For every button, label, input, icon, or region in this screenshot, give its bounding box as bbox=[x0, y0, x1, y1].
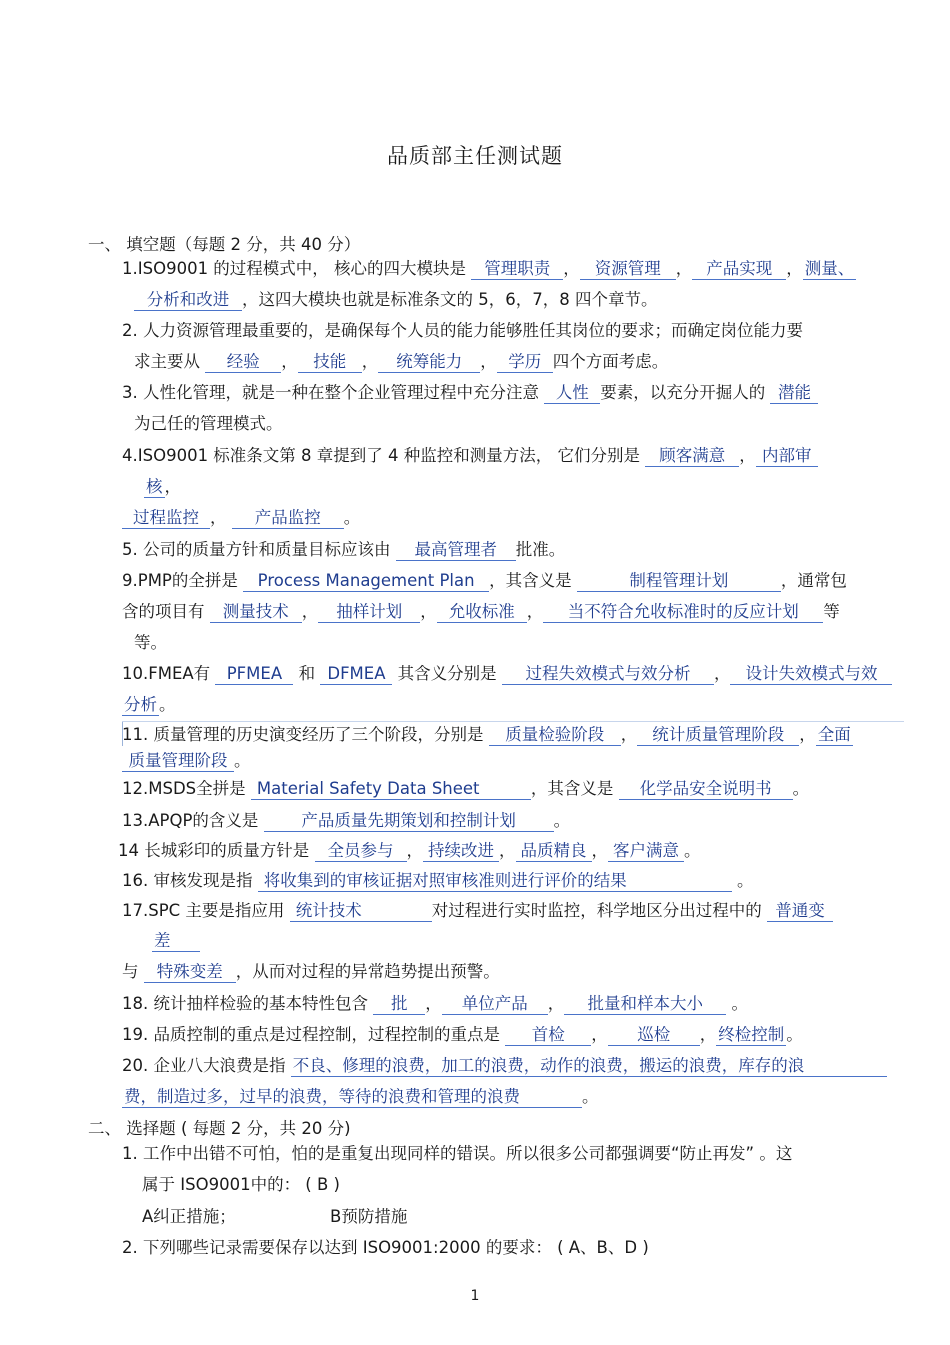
answer-blank: 设计失效模式与效 bbox=[730, 664, 892, 685]
question-14: 14 长城彩印的质量方针是 全员参与 ， 持续改进 ， 品质精良 ， 客户满意 。 bbox=[118, 841, 701, 860]
answer-blank: 化学品安全说明书 bbox=[619, 779, 793, 800]
answer-blank: 统筹能力 bbox=[378, 352, 480, 373]
choice-1-line-2: 属于 ISO9001中的： ( B ) bbox=[142, 1175, 340, 1194]
question-4-line-2: 核 ， bbox=[146, 477, 181, 496]
question-9-line-1: 9.PMP的全拼是 Process Management Plan ，其含义是 制程管理计划 ，通常包 bbox=[122, 571, 847, 590]
answer-blank: 客户满意 bbox=[608, 841, 684, 862]
answer-blank: 不良、修理的浪费，加工的浪费，动作的浪费，搬运的浪费，库存的浪 bbox=[291, 1056, 887, 1077]
answer-blank: PFMEA bbox=[215, 664, 293, 685]
question-5: 5. 公司的质量方针和质量目标应该由 最高管理者 批准。 bbox=[122, 540, 566, 559]
question-11-line-1: 11. 质量管理的历史演变经历了三个阶段，分别是 质量检验阶段 ， 统计质量管理阶段 ， 全面 bbox=[122, 725, 851, 744]
answer-blank: 允收标准 bbox=[437, 602, 527, 623]
answer-blank: Material Safety Data Sheet bbox=[251, 779, 531, 800]
answer-blank: 技能 bbox=[298, 352, 362, 373]
answer-blank: 普通变 bbox=[767, 901, 833, 922]
answer-blank: 首检 bbox=[505, 1025, 591, 1046]
answer-blank: 学历 bbox=[497, 352, 553, 373]
answer-blank: 产品实现 bbox=[692, 259, 786, 280]
question-1-line-2: 分析和改进 ，这四大模块也就是标准条文的 5，6，7，8 四个章节。 bbox=[134, 289, 657, 313]
question-17-line-3: 与 特殊变差 ，从而对过程的异常趋势提出预警。 bbox=[122, 962, 500, 981]
choice-2-line-1: 2. 下列哪些记录需要保存以达到 ISO9001:2000 的要求： ( A、B、D ) bbox=[122, 1238, 649, 1257]
answer-blank: 制程管理计划 bbox=[577, 571, 781, 592]
question-17-line-2 bbox=[152, 930, 200, 954]
answer-blank: Process Management Plan bbox=[243, 571, 489, 592]
answer-blank: 质量检验阶段 bbox=[489, 725, 621, 746]
answer-blank: 分析 bbox=[124, 695, 157, 714]
answer-blank: DFMEA bbox=[320, 664, 392, 685]
answer-blank: 费，制造过多，过早的浪费，等待的浪费和管理的浪费 bbox=[122, 1087, 582, 1108]
divider-line bbox=[122, 721, 904, 722]
answer-blank: 人性 bbox=[544, 383, 600, 404]
question-11-line-2: 质量管理阶段 。 bbox=[122, 750, 251, 774]
answer-blank: 内部审 bbox=[756, 446, 818, 467]
answer-blank: 管理职责 bbox=[471, 259, 563, 280]
question-2-line-2: 求主要从 经验 ， 技能 ， 统筹能力 ， 学历 四个方面考虑。 bbox=[134, 352, 669, 371]
answer-blank: 终检控制 bbox=[718, 1025, 785, 1044]
answer-blank: 潜能 bbox=[770, 383, 818, 404]
answer-blank: 经验 bbox=[205, 352, 281, 373]
answer-blank: 产品监控 bbox=[232, 508, 344, 529]
question-10-line-2: 分析 。 bbox=[124, 695, 176, 714]
question-4-line-3: 过程监控 ， 产品监控 。 bbox=[122, 507, 360, 531]
section-choice-heading: 二、 选择题 ( 每题 2 分，共 20 分) bbox=[88, 1119, 351, 1138]
answer-blank: 顾客满意 bbox=[645, 446, 739, 467]
answer-blank: 最高管理者 bbox=[396, 540, 516, 561]
question-2-line-1: 2. 人力资源管理最重要的，是确保每个人员的能力能够胜任其岗位的要求；而确定岗位能力要 bbox=[122, 321, 803, 340]
question-17-line-1: 17.SPC 主要是指应用 统计技术 对过程进行实时监控，科学地区分出过程中的 普通变 bbox=[122, 900, 833, 924]
choice-1-option-b: B预防措施 bbox=[330, 1207, 408, 1226]
answer-blank: 统计技术 bbox=[290, 901, 432, 922]
answer-blank: 统计质量管理阶段 bbox=[637, 725, 799, 746]
question-12: 12.MSDS全拼是 Material Safety Data Sheet ，其含义是 化学品安全说明书 。 bbox=[122, 779, 810, 798]
answer-blank: 特殊变差 bbox=[144, 962, 236, 983]
answer-blank: 将收集到的审核证据对照审核准则进行评价的结果 bbox=[258, 871, 732, 892]
answer-blank: 巡检 bbox=[608, 1025, 700, 1046]
answer-blank: 品质精良 bbox=[516, 841, 592, 862]
answer-blank: 单位产品 bbox=[442, 994, 548, 1015]
question-16: 16. 审核发现是指 将收集到的审核证据对照审核准则进行评价的结果 。 bbox=[122, 871, 754, 890]
answer-blank: 资源管理 bbox=[580, 259, 676, 280]
answer-blank: 全员参与 bbox=[315, 841, 407, 862]
question-20-line-2: 费，制造过多，过早的浪费，等待的浪费和管理的浪费 。 bbox=[124, 1087, 599, 1106]
answer-blank: 过程失效模式与效分析 bbox=[502, 664, 714, 685]
answer-blank: 持续改进 bbox=[423, 841, 499, 862]
page-number: 1 bbox=[470, 1288, 480, 1304]
answer-blank: 质量管理阶段 bbox=[122, 751, 234, 772]
question-20-line-1: 20. 企业八大浪费是指 不良、修理的浪费，加工的浪费，动作的浪费，搬运的浪费，库存的浪 bbox=[122, 1055, 887, 1079]
answer-blank: 批 bbox=[373, 994, 425, 1015]
answer-blank: 差 bbox=[152, 931, 200, 952]
answer-blank: 当不符合允收标准时的反应计划 bbox=[543, 602, 823, 623]
answer-blank: 测量、 bbox=[804, 259, 855, 278]
question-1-line-1: 1.ISO9001 的过程模式中， 核心的四大模块是 管理职责 ， 资源管理 ， 产品实现 ， 测量、 bbox=[122, 259, 855, 278]
question-3-line-2: 为己任的管理模式。 bbox=[134, 414, 283, 433]
answer-blank: 核 bbox=[146, 477, 163, 496]
answer-blank: 分析和改进 bbox=[134, 290, 242, 311]
page-title: 品质部主任测试题 bbox=[387, 144, 563, 168]
question-3-line-1: 3. 人性化管理，就是一种在整个企业管理过程中充分注意 人性 要素，以充分开掘人的 潜能 bbox=[122, 382, 818, 406]
answer-blank: 过程监控 bbox=[122, 508, 210, 529]
question-10-line-1: 10.FMEA有 PFMEA 和 DFMEA 其含义分别是 过程失效模式与效分析 ， 设计失效模式与效 bbox=[122, 663, 892, 687]
question-18: 18. 统计抽样检验的基本特性包含 批 ， 单位产品 ， 批量和样本大小 。 bbox=[122, 994, 748, 1013]
answer-blank: 全面 bbox=[817, 725, 851, 744]
answer-blank: 测量技术 bbox=[210, 602, 302, 623]
choice-1-option-a: A纠正措施； bbox=[142, 1207, 236, 1226]
question-4-line-1: 4.ISO9001 标准条文第 8 章提到了 4 种监控和测量方法， 它们分别是 顾客满意 ， 内部审 bbox=[122, 445, 818, 469]
question-13: 13.APQP的含义是 产品质量先期策划和控制计划 。 bbox=[122, 811, 571, 830]
choice-1-line-1: 1. 工作中出错不可怕，怕的是重复出现同样的错误。所以很多公司都强调要“防止再发” 。这 bbox=[122, 1144, 793, 1163]
answer-blank: 抽样计划 bbox=[318, 602, 420, 623]
answer-blank: 产品质量先期策划和控制计划 bbox=[264, 811, 554, 832]
question-9-line-2: 含的项目有 测量技术 ， 抽样计划 ， 允收标准 ， 当不符合允收标准时的反应计划 等 bbox=[122, 602, 840, 621]
answer-blank: 批量和样本大小 bbox=[564, 994, 726, 1015]
question-9-line-3: 等。 bbox=[134, 633, 167, 652]
question-19: 19. 品质控制的重点是过程控制，过程控制的重点是 首检 ， 巡检 ， 终检控制 。 bbox=[122, 1025, 803, 1044]
section-fill-in-heading: 一、 填空题（每题 2 分，共 40 分） bbox=[88, 235, 361, 254]
